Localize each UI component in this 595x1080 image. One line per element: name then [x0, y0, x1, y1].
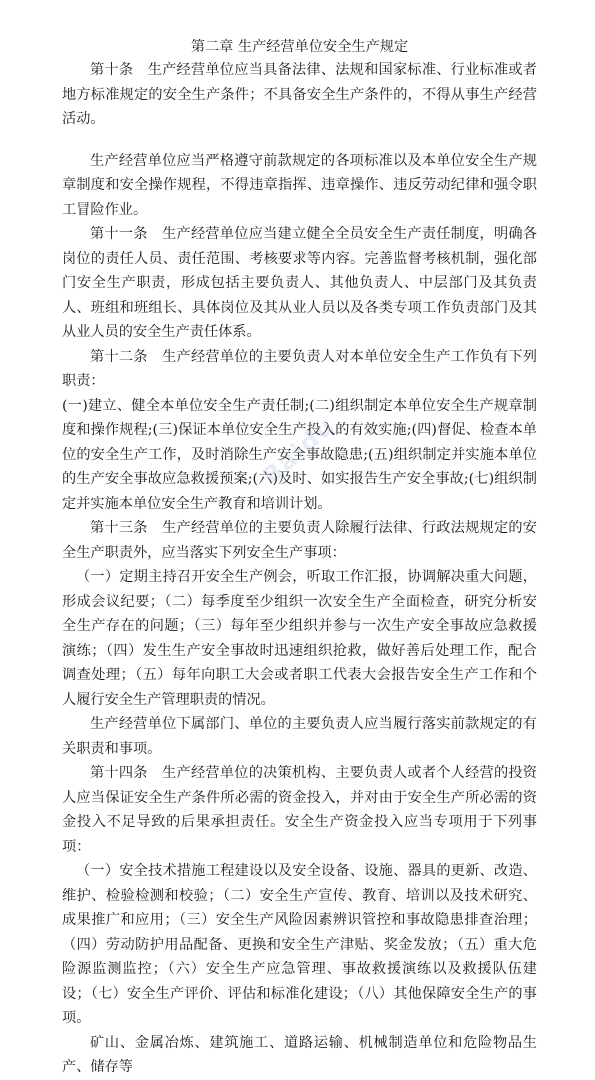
- article-14-items: （一）安全技术措施工程建设以及安全设备、设施、器具的更新、改造、维护、检验检测和校验；（二）安全生产宣传、教育、培训以及技术研究、成果推广和应用；（三）安全生产风险因素辨识管控和事故隐患排查治理；（四）劳动防护用品配备、更换和安全生产津贴、奖金发放；（五）重大危险源监测监控；（六）安全生产应急管理、事故救援演练以及救援队伍建设；（七）安全生产评价、评估和标准化建设；（八）其他保障安全生产的事项。: [62, 863, 537, 1026]
- article-10: 第十条 生产经营单位应当具备法律、法规和国家标准、行业标准或者地方标准规定的安全生产条件；不具备安全生产条件的，不得从事生产经营活动。: [62, 62, 537, 127]
- paragraph-gap: [62, 132, 537, 149]
- watermark-logo: Baidu: [257, 411, 341, 491]
- article-13-clause-2: 生产经营单位下属部门、单位的主要负责人应当履行落实前款规定的有关职责和事项。: [62, 716, 537, 757]
- article-10-clause-2: 生产经营单位应当严格遵守前款规定的各项标准以及本单位安全生产规章制度和安全操作规程，不得违章指挥、违章操作、违反劳动纪律和强令职工冒险作业。: [62, 152, 537, 218]
- article-14-clause-2: 矿山、金属冶炼、建筑施工、道路运输、机械制造单位和危险物品生产、储存等: [62, 1034, 537, 1075]
- article-12-duties: (一)建立、健全本单位安全生产责任制;(二)组织制定本单位安全生产规章制度和操作规程;(三)保证本单位安全生产投入的有效实施;(四)督促、检查本单位的安全生产工作，及时消除生产安全事故隐患;(五)组织制定并实施本单位的生产安全事故应急救援预案;(六)及时、如实报告生产安全事故;(七)组织制定并实施本单位安全生产教育和培训计划。: [62, 397, 537, 512]
- article-11: 第十一条 生产经营单位应当建立健全全员安全生产责任制度，明确各岗位的责任人员、责任范围、考核要求等内容。完善监督考核机制，强化部门安全生产职责，形成包括主要负责人、其他负责人、中层部门及其负责人、班组和班组长、具体岗位及其从业人员以及各类专项工作负责部门及其从业人员的安全生产责任体系。: [62, 226, 537, 340]
- article-14: 第十四条 生产经营单位的决策机构、主要负责人或者个人经营的投资人应当保证安全生产条件所必需的资金投入，并对由于安全生产所必需的资金投入不足导致的后果承担责任。安全生产资金投入应当专项用于下列事项：: [62, 765, 537, 855]
- article-13: 第十三条 生产经营单位的主要负责人除履行法律、行政法规规定的安全生产职责外，应当落实下列安全生产事项：: [62, 520, 537, 561]
- article-13-items: （一）定期主持召开安全生产例会，听取工作汇报，协调解决重大问题，形成会议纪要；（二）每季度至少组织一次安全生产全面检查，研究分析安全生产存在的问题；（三）每年至少组织并参与一次生产安全事故应急救援演练；（四）发生生产安全事故时迅速组织抢救，做好善后处理工作，配合调查处理；（五）每年向职工大会或者职工代表大会报告安全生产工作和个人履行安全生产管理职责的情况。: [62, 569, 537, 708]
- article-12: 第十二条 生产经营单位的主要负责人对本单位安全生产工作负有下列职责：: [62, 348, 537, 389]
- chapter-title: 第二章 生产经营单位安全生产规定: [190, 39, 409, 55]
